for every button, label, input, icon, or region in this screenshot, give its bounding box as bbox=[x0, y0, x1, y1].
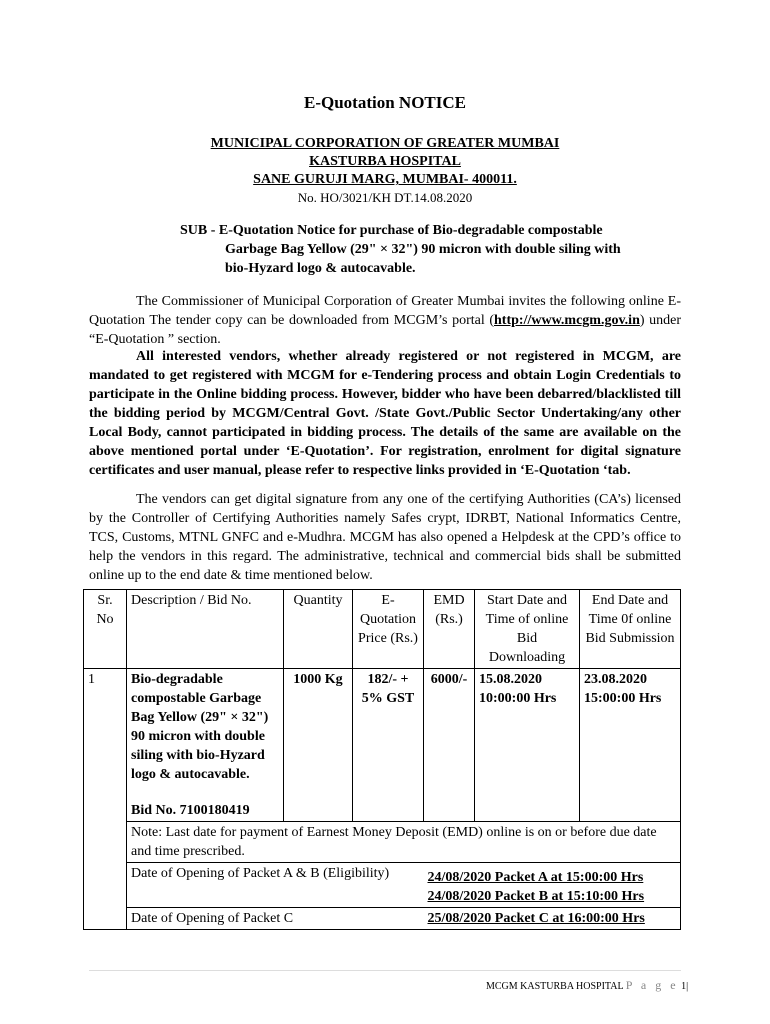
header-quantity: Quantity bbox=[284, 590, 353, 669]
paragraph-registration: All interested vendors, whether already registered or not registered in MCGM, are mandated to get registered with MCGM for e-Tendering process and obtain Login Credentials to participate in the Online bidding process. However, bidder who have been debarred/blacklisted till the bidding period by MCGM/Central Govt. /State Govt./Public Sector Undertaking/any other Local Body, cannot participated in bidding process. The details of the same are available on the above mentioned portal under ‘E-Quotation’. For registration, enrolment for digital signature certificates and user manual, please refer to respective links provided in ‘E-Quotation ‘tab. bbox=[89, 349, 681, 478]
bid-table bbox=[83, 589, 681, 930]
opening-ab-label: Date of Opening of Packet A & B (Eligibility) bbox=[127, 863, 424, 908]
paragraph-digital-signature: The vendors can get digital signature from any one of the certifying Authorities (CA’s) licensed by the Controller of Certifying Authorities namely Safes crypt, IDRBT, National Informatics Centre, TCS, Customs, MTNL GNFC and e-Mudhra. MCGM has also opened a Helpdesk at the CPD’s office to help the vendors in this regard. The administrative, technical and commercial bids shall be submitted online up to the end date & time mentioned below. bbox=[89, 492, 681, 583]
cell-price: 182/- + 5% GST bbox=[353, 669, 424, 822]
cell-emd: 6000/- bbox=[424, 669, 475, 822]
header-sr-no: Sr. No bbox=[84, 590, 127, 669]
cell-quantity: 1000 Kg bbox=[284, 669, 353, 822]
header-start-date: Start Date and Time of online Bid Downloading bbox=[475, 590, 580, 669]
header-price: E-Quotation Price (Rs.) bbox=[353, 590, 424, 669]
cell-start-date: 15.08.2020 10:00:00 Hrs bbox=[475, 669, 580, 822]
hospital-name: KASTURBA HOSPITAL bbox=[309, 154, 461, 169]
subject bbox=[180, 221, 700, 278]
table-header-row bbox=[84, 590, 681, 669]
emd-note: Note: Last date for payment of Earnest Money Deposit (EMD) online is on or before due date and time prescribed. bbox=[127, 822, 681, 863]
reference-number: No. HO/3021/KH DT.14.08.2020 bbox=[297, 190, 473, 205]
header-emd: EMD (Rs.) bbox=[424, 590, 475, 669]
cell-end-date: 23.08.2020 15:00:00 Hrs bbox=[580, 669, 681, 822]
hospital-address: SANE GURUJI MARG, MUMBAI- 400011. bbox=[253, 172, 517, 187]
bid-number: Bid No. 7100180419 bbox=[131, 803, 250, 818]
cell-sr-no: 1 bbox=[84, 669, 127, 822]
footer-divider bbox=[89, 970, 681, 971]
header-end-date: End Date and Time 0f online Bid Submission bbox=[580, 590, 681, 669]
opening-c-date: 25/08/2020 Packet C at 16:00:00 Hrs bbox=[424, 908, 681, 930]
notice-title: E-Quotation NOTICE bbox=[304, 93, 466, 112]
org-name: MUNICIPAL CORPORATION OF GREATER MUMBAI bbox=[210, 136, 560, 151]
header-description: Description / Bid No. bbox=[127, 590, 284, 669]
subject-line-2: Garbage Bag Yellow (29" × 32") 90 micron with double siling with bbox=[225, 242, 621, 257]
page-number: 1 bbox=[681, 981, 687, 992]
paragraph-invitation: The Commissioner of Municipal Corporation of Greater Mumbai invites the following online E-Quotation The tender copy can be downloaded from MCGM’s portal (http://www.mcgm.gov.in) under “E-Quotation ” section. bbox=[89, 294, 681, 347]
table-row bbox=[84, 669, 681, 822]
subject-line-3: bio-Hyzard logo & autocavable. bbox=[225, 261, 416, 276]
page-footer: MCGM KASTURBA HOSPITAL P a g e 1| bbox=[486, 978, 689, 992]
table-opening-c-row bbox=[84, 908, 681, 930]
cell-description: Bio-degradable compostable Garbage Bag Yellow (29" × 32") 90 micron with double siling with bio-Hyzard logo & autocavable. Bid No. 7100180419 bbox=[127, 669, 284, 822]
subject-line-1: SUB - E-Quotation Notice for purchase of Bio-degradable compostable bbox=[180, 223, 603, 238]
opening-c-label: Date of Opening of Packet C bbox=[127, 908, 424, 930]
mcgm-portal-link[interactable]: http://www.mcgm.gov.in bbox=[494, 313, 640, 328]
table-note-row bbox=[84, 822, 681, 863]
opening-ab-dates: 24/08/2020 Packet A at 15:00:00 Hrs 24/08/2020 Packet B at 15:10:00 Hrs bbox=[424, 863, 681, 908]
table-opening-ab-row bbox=[84, 863, 681, 908]
